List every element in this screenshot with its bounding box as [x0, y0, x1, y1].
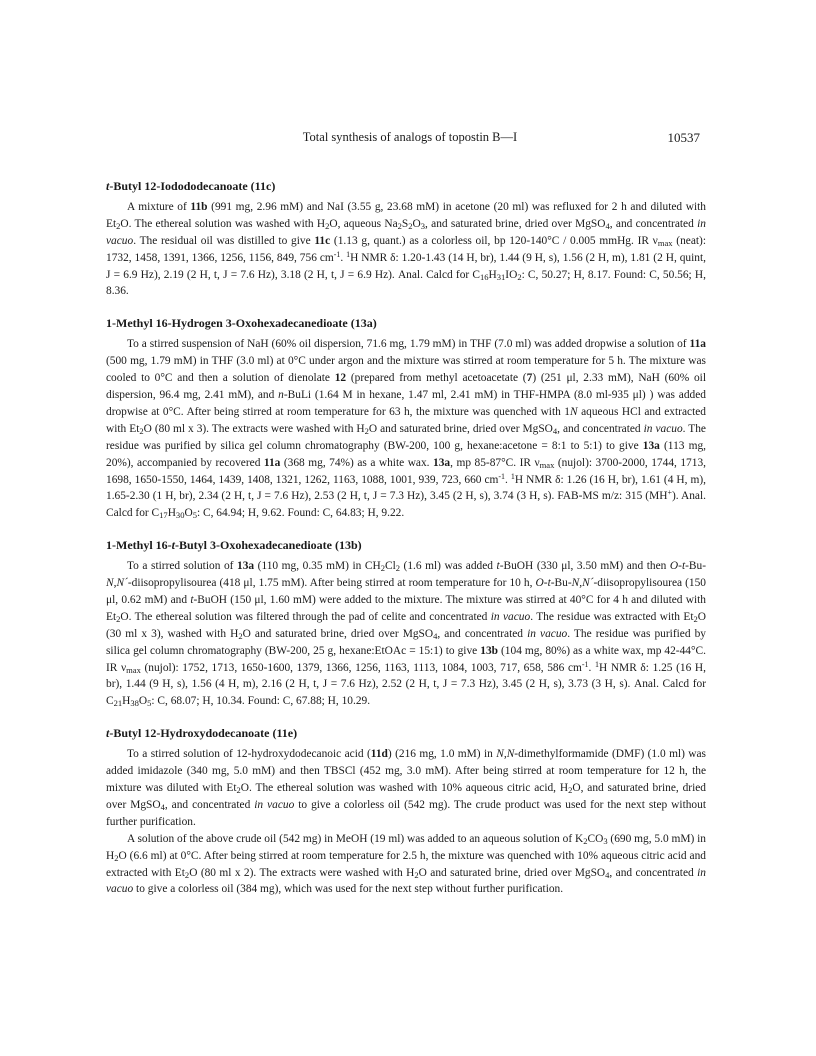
- section-heading: t-Butyl 12-Iodododecanoate (11c): [106, 179, 276, 193]
- paragraph: To a stirred solution of 12-hydroxydodecanoic acid (11d) (216 mg, 1.0 mM) in N,N-dimethylformamide (DMF) (1.0 ml) was added imidazole (340 mg, 5.0 mM) and then TBSCl (452 mg, 3.0 mM). After being stirred at room temperature for 12 h, the mixture was diluted with $Et_2O$. The ethereal solution was washed with 10% aqueous citric acid, $H_2O$, and saturated brine, dried over MgSO$_4$, and concentrated in vacuo to give a colorless oil (542 mg). The crude product was used for the next step without further purification.: [106, 748, 706, 828]
- running-header: [120, 130, 700, 146]
- section-heading: 1-Methyl 16-Hydrogen 3-Oxohexadecanedioate (13a): [106, 316, 377, 331]
- section-11e: [106, 725, 706, 898]
- article-body: [106, 178, 706, 913]
- section-13b: [106, 537, 706, 710]
- section-heading: 1-Methyl 16-t-Butyl 3-Oxohexadecanedioate (13b): [106, 538, 362, 553]
- running-title: Total synthesis of analogs of topostin B—I: [302, 130, 518, 144]
- paragraph: A solution of the above crude oil (542 mg) in MeOH (19 ml) was added to an aqueous solution of $K_2CO_3$ (690 mg, 5.0 mM) in $H_2O$ (6.6 ml) at 0°C. After being stirred at room temperature for 2.5 h, the mixture was quenched with 10% aqueous citric acid and extracted with $Et_2O$ (80 ml x 2). The extracts were washed with $H_2O$ and saturated brine, dried over MgSO$_4$, and concentrated in vacuo to give a colorless oil (384 mg), which was used for the next step without further purification.: [106, 832, 706, 896]
- section-heading: t-Butyl 12-Hydroxydodecanoate (11e): [106, 726, 298, 741]
- page-number: 10537: [667, 130, 700, 145]
- paragraph: To a stirred suspension of NaH (60% oil dispersion, 71.6 mg, 1.79 mM) in THF (7.0 ml) was added dropwise a solution of 11a (500 mg, 1.79 mM) in THF (3.0 ml) at 0°C under argon and the mixture was stirred at room temperature for 5 h. The mixture was cooled to 0°C and then a solution of dienolate 12 (prepared from methyl acetoacetate (7) (251 μl, 2.33 mM), NaH (60% oil dispersion, 96.4 mg, 2.41 mM), and n-BuLi (1.64 M in hexane, 1.47 ml, 2.41 mM) in THF-HMPA (8.0 ml-935 μl) ) was added dropwise at 0°C. After being stirred at room temperature for 63 h, the mixture was quenched with 1N aqueous HCl and extracted with $Et_2O$ (80 ml x 3). The extracts were washed with $H_2O$ and saturated brine, dried over MgSO$_4$, and concentrated in vacuo. The residue was purified by silica gel column chromatography (BW-200, 100 g, hexane:acetone = 8:1 to 5:1) to give 13a (113 mg, 20%), accompanied by recovered 11a (368 mg, 74%) as a white wax. 13a, mp 85-87°C. IR $\nu_{max}$ (nujol): 3700-2000, 1744, 1713, 1698, 1650-1550, 1464, 1439, 1408, 1321, 1262, 1163, 1088, 1001, 939, 723, 660 $cm^{-1}$. $^1$H NMR δ: 1.26 (16 H, br), 1.61 (4 H, m), 1.65-2.30 (1 H, br), 2.34 (2 H, t, J = 7.6 Hz), 2.53 (2 H, t, J = 7.3 Hz), 3.45 (2 H, s), 3.74 (3 H, s). FAB-MS m/z: 315 (MH+). Anal. Calcd for $C_{17}H_{30}O_5$: C, 64.94; H, 9.62. Found: C, 64.83; H, 9.22.: [106, 338, 706, 521]
- section-13a: [106, 315, 706, 522]
- paragraph: To a stirred solution of 13a (110 mg, 0.35 mM) in $CH_2Cl_2$ (1.6 ml) was added t-BuOH (330 μl, 3.50 mM) and then O-t-Bu-N,N´-diisopropylisourea (418 μl, 1.75 mM). After being stirred at room temperature for 10 h, O-t-Bu-N,N´-diisopropylisourea (150 μl, 0.62 mM) and t-BuOH (150 μl, 1.60 mM) were added to the mixture. The mixture was stirred at 40°C for 4 h and diluted with $Et_2O$. The ethereal solution was filtered through the pad of celite and concentrated in vacuo. The residue was extracted with $Et_2O$ (30 ml x 3), washed with $H_2O$ and saturated brine, dried over MgSO$_4$, and concentrated in vacuo. The residue was purified by silica gel column chromatography (BW-200, 25 g, hexane:EtOAc = 15:1) to give 13b (104 mg, 80%) as a white wax, mp 42-44°C. IR $\nu_{max}$ (nujol): 1752, 1713, 1650-1600, 1379, 1366, 1256, 1163, 1113, 1084, 1003, 717, 658, 586 $cm^{-1}$. $^1$H NMR δ: 1.25 (16 H, br), 1.44 (9 H, s), 1.56 (4 H, m), 2.16 (2 H, t, J = 7.6 Hz), 2.52 (2 H, t, J = 7.3 Hz), 3.45 (2 H, s), 3.73 (3 H, s). Anal. Calcd for $C_{21}H_{38}O_5$: C, 68.07; H, 10.34. Found: C, 67.88; H, 10.29.: [106, 560, 707, 709]
- section-11c: [106, 178, 706, 300]
- paragraph: A mixture of 11b (991 mg, 2.96 mM) and NaI (3.55 g, 23.68 mM) in acetone (20 ml) was refluxed for 2 h and diluted with $Et_2O$. The ethereal solution was washed with $H_2O$, aqueous $Na_2S_2O_3$, and saturated brine, dried over MgSO$_4$, and concentrated in vacuo. The residual oil was distilled to give 11c (1.13 g, quant.) as a colorless oil, bp 120-140°C / 0.005 mmHg. IR $\nu_{max}$ (neat): 1732, 1458, 1391, 1366, 1256, 1156, 849, 756 $cm^{-1}$. $^1$H NMR δ: 1.20-1.43 (14 H, br), 1.44 (9 H, s), 1.56 (2 H, m), 1.81 (2 H, quint, J = 6.9 Hz), 2.19 (2 H, t, J = 7.6 Hz), 3.18 (2 H, t, J = 6.9 Hz). Anal. Calcd for $C_{16}H_{31}IO_2$: C, 50.27; H, 8.17. Found: C, 50.56; H, 8.36.: [106, 200, 706, 298]
